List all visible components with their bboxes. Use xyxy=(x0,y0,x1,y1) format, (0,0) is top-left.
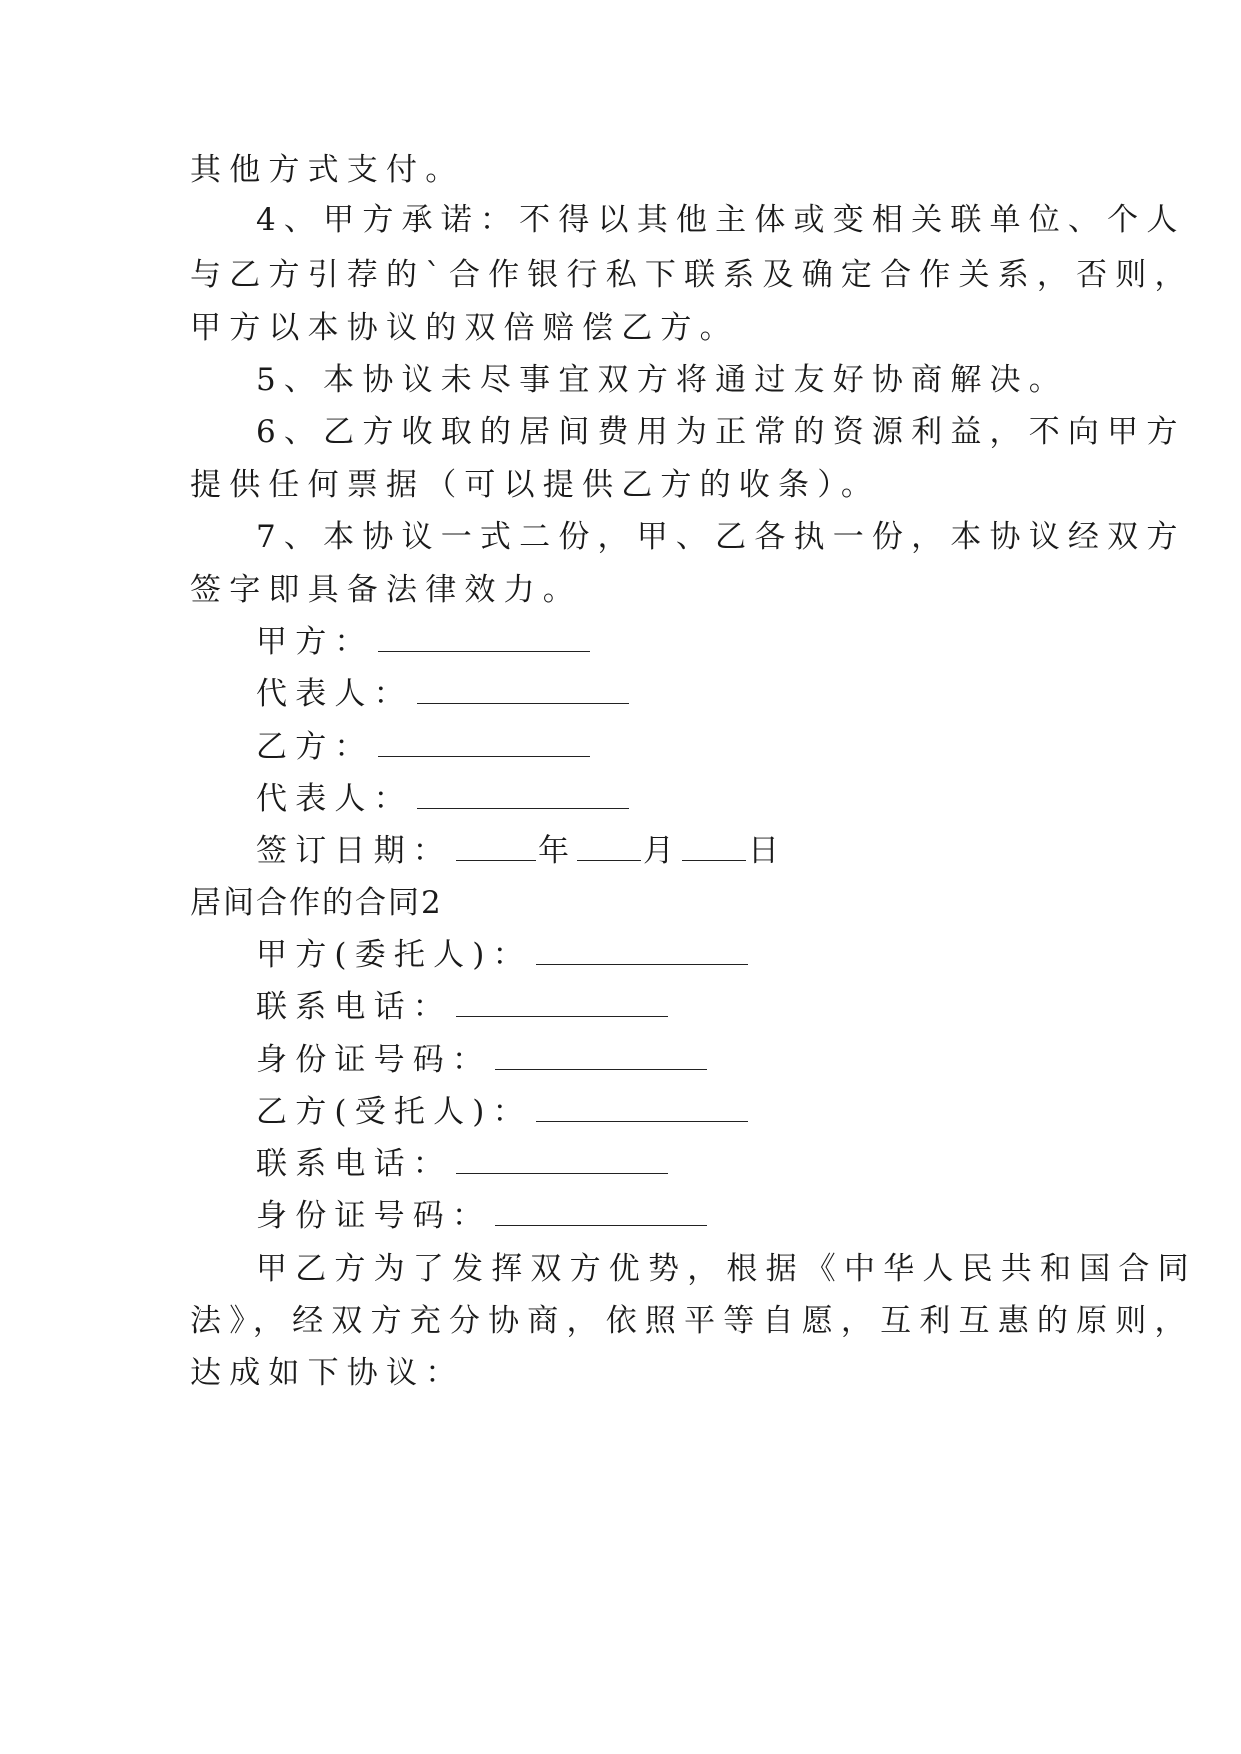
party-b-field xyxy=(256,1092,750,1132)
paragraph-line: 签字即具备法律效力。 xyxy=(190,572,582,608)
signature-blank[interactable] xyxy=(378,730,590,757)
paragraph-line: 甲方以本协议的双倍赔偿乙方。 xyxy=(190,310,739,346)
paragraph-line: 4、甲方承诺：不得以其他主体或变相关联单位、个人 xyxy=(256,202,1186,238)
day-label: 日 xyxy=(748,833,783,869)
field-label: 联系电话： xyxy=(256,989,452,1025)
field-label: 代表人： xyxy=(256,676,413,712)
paragraph-line: 甲乙方为了发挥双方优势，根据《中华人民共和国合同 xyxy=(256,1251,1197,1287)
paragraph-line: 达成如下协议： xyxy=(190,1355,465,1391)
party-a-phone-field xyxy=(256,987,670,1027)
month-label: 月 xyxy=(643,833,678,869)
paragraph-line: 法》，经双方充分协商，依照平等自愿，互利互惠的原则， xyxy=(190,1303,1194,1339)
field-blank[interactable] xyxy=(536,1095,748,1122)
signature-blank[interactable] xyxy=(378,625,590,652)
field-blank[interactable] xyxy=(456,990,668,1017)
field-label: 乙方(受托人)： xyxy=(256,1094,532,1130)
field-label: 身份证号码： xyxy=(256,1042,492,1078)
month-blank[interactable] xyxy=(577,834,641,861)
paragraph-line: 与乙方引荐的`合作银行私下联系及确定合作关系，否则， xyxy=(190,257,1194,293)
year-blank[interactable] xyxy=(456,834,536,861)
party-a-id-field xyxy=(256,1040,709,1080)
field-label: 代表人： xyxy=(256,781,413,817)
paragraph-line: 7、本协议一式二份，甲、乙各执一份，本协议经双方 xyxy=(256,519,1186,555)
signature-field-representative-b xyxy=(256,779,631,819)
party-a-field xyxy=(256,935,750,975)
paragraph-line: 其他方式支付。 xyxy=(190,152,465,188)
paragraph-line: 提供任何票据（可以提供乙方的收条）。 xyxy=(190,467,881,503)
field-label: 身份证号码： xyxy=(256,1198,492,1234)
field-blank[interactable] xyxy=(456,1147,668,1174)
signature-blank[interactable] xyxy=(417,782,629,809)
date-label: 签订日期： xyxy=(256,833,452,869)
day-blank[interactable] xyxy=(682,834,746,861)
field-blank[interactable] xyxy=(495,1199,707,1226)
signature-blank[interactable] xyxy=(417,677,629,704)
field-label: 甲方： xyxy=(256,624,374,660)
party-b-id-field xyxy=(256,1196,709,1236)
signing-date-line xyxy=(256,831,783,871)
paragraph-line: 6、乙方收取的居间费用为正常的资源利益，不向甲方 xyxy=(256,414,1186,450)
field-label: 联系电话： xyxy=(256,1146,452,1182)
field-blank[interactable] xyxy=(536,938,748,965)
year-label: 年 xyxy=(538,833,573,869)
party-b-phone-field xyxy=(256,1144,670,1184)
signature-field-representative-a xyxy=(256,674,631,714)
paragraph-line: 5、本协议未尽事宜双方将通过友好协商解决。 xyxy=(256,362,1068,398)
signature-field-party-a xyxy=(256,622,592,662)
signature-field-party-b xyxy=(256,727,592,767)
field-label: 甲方(委托人)： xyxy=(256,937,532,973)
field-label: 乙方： xyxy=(256,729,374,765)
field-blank[interactable] xyxy=(495,1043,707,1070)
section-title: 居间合作的合同2 xyxy=(190,885,443,921)
